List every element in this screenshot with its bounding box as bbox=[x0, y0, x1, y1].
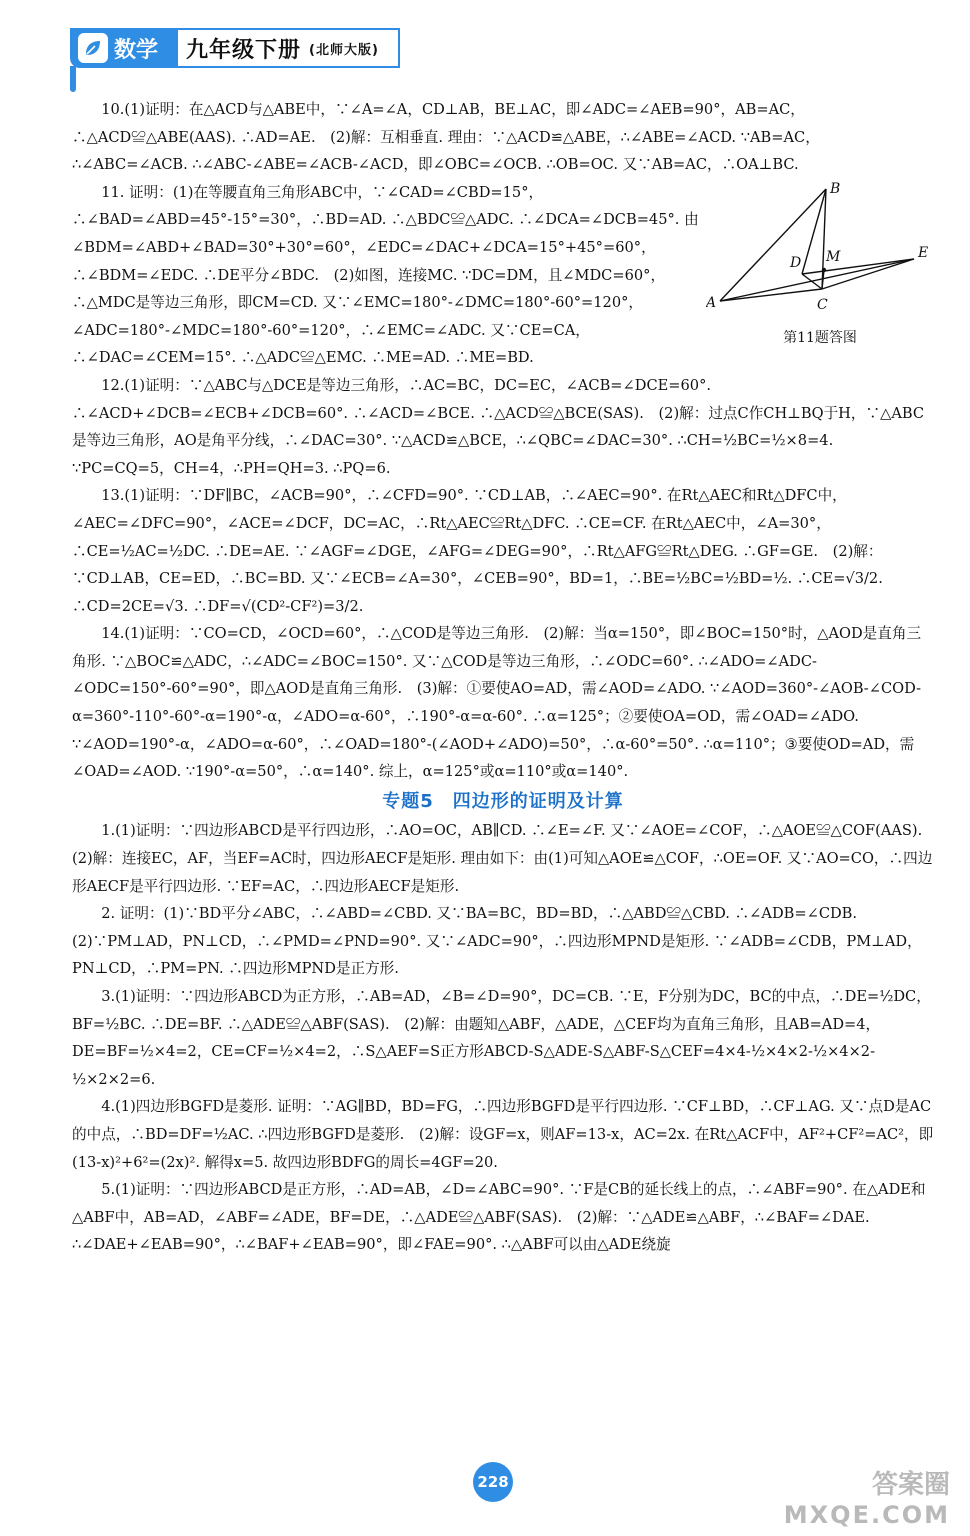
answer-paragraph: 1.(1)证明：∵四边形ABCD是平行四边形，∴AO=OC，AB∥CD. ∴∠E=∠F. 又∵∠AOE=∠COF，∴△AOE≌△COF(AAS). (2)解：连接EC，AF，当EF=AC时，四边形AECF是矩形. 理由如下：由(1)可知△AOE≌△COF，∴OE=OF. 又∵AO=CO，∴四边形AECF是平行四边形. ∵EF=AC，∴四边形AECF是矩形. bbox=[72, 822, 937, 895]
figure-11 bbox=[706, 179, 934, 372]
problem-11-block bbox=[72, 179, 934, 372]
answer-content bbox=[72, 96, 937, 1259]
segment-dc bbox=[802, 274, 822, 289]
answer-paragraph: 4.(1)四边形BGFD是菱形. 证明：∵AG∥BD，BD=FG，∴四边形BGFD是平行四边形. ∵CF⊥BD，∴CF⊥AG. 又∵点D是AC的中点，∴BD=DF=½AC. ∴四边形BGFD是菱形. (2)解：设GF=x，则AF=13-x，AC=2x. 在Rt△ACF中，AF²+CF²=AC²，即(13-x)²+6²=(2x)². 解得x=5. 故四边形BDFG的周长=4GF=20. bbox=[72, 1098, 934, 1171]
leaf-icon bbox=[78, 33, 108, 63]
answer-paragraph: 13.(1)证明：∵DF∥BC，∠ACB=90°，∴∠CFD=90°. ∵CD⊥AB，∴∠AEC=90°. 在Rt△AEC和Rt△DFC中，∠AEC=∠DFC=90°，∠ACE=∠DCF，DC=AC，∴Rt△AEC≌Rt△DFC. ∴CE=CF. 在Rt△AEC中，∠A=30°，∴CE=½AC=½DC. ∴DE=AE. ∵∠AGF=∠DGE，∠AFG=∠DEG=90°，∴Rt△AFG≌Rt△DEG. ∴GF=GE. (2)解：∵CD⊥AB，CE=ED，∴BC=BD. 又∵∠ECB=∠A=30°，∠CEB=90°，BD=1，∴BE=½BC=½BD=½. ∴CE=√3/2. ∴CD=2CE=√3. ∴DF=√(CD²-CF²)=3/2. bbox=[72, 487, 883, 615]
segment-ac bbox=[720, 289, 822, 301]
point-m bbox=[822, 268, 826, 272]
label-a: A bbox=[706, 294, 717, 311]
answer-paragraph: 14.(1)证明：∵CO=CD，∠OCD=60°，∴△COD是等边三角形. (2)解：当α=150°，即∠BOC=150°时，△AOD是直角三角形. ∵△BOC≌△ADC，∴∠ADC=∠BOC=150°. 又∵△COD是等边三角形，∴∠ODC=60°. ∴∠ADO=∠ADC-∠ODC=150°-60°=90°，即△AOD是直角三角形. (3)解：①要使AO=AD，需∠AOD=∠ADO. ∵∠AOD=360°-∠AOB-∠COD-α=360°-110°-60°-α=190°-α，∠ADO=α-60°，∴190°-α=α-60°. ∴α=125°；②要使OA=OD，需∠OAD=∠ADO. ∵∠AOD=190°-α，∠ADO=α-60°，∴∠OAD=180°-(∠AOD+∠ADO)=50°，∴α-60°=50°. ∴α=110°；③要使OD=AD，需∠OAD=∠AOD. ∵190°-α=50°，∴α=140°. 综上，α=125°或α=110°或α=140°. bbox=[72, 625, 922, 781]
label-e: E bbox=[918, 244, 929, 261]
answer-paragraph: 3.(1)证明：∵四边形ABCD为正方形，∴AB=AD，∠B=∠D=90°，DC=CB. ∵E，F分别为DC，BC的中点，∴DE=½DC，BF=½BC. ∴DE=BF. ∴△ADE≌△ABF(SAS). (2)解：由题知△ABF，△ADE，△CEF均为直角三角形，且AB=AD=4，DE=BF=½×4=2，CE=CF=½×4=2，∴S△AEF=S正方形ABCD-S△ADE-S△ABF-S△CEF=4×4-½×4×2-½×4×2-½×2×2=6. bbox=[72, 988, 931, 1088]
page-number: 228 bbox=[473, 1462, 513, 1502]
answer-paragraph: 5.(1)证明：∵四边形ABCD是正方形，∴AD=AB，∠D=∠ABC=90°. ∵F是CB的延长线上的点，∴∠ABF=90°. 在△ADE和△ABF中，AB=AD，∠ABF=∠ADE，BF=DE，∴△ADE≌△ABF(SAS). (2)解：∵△ADE≌△ABF，∴∠BAF=∠DAE. ∴∠DAE+∠EAB=90°，∴∠BAF+∠EAB=90°，即∠FAE=90°. ∴△ABF可以由△ADE绕旋 bbox=[72, 1181, 926, 1254]
edition-label: (北师大版) bbox=[309, 42, 379, 58]
label-m: M bbox=[826, 248, 841, 265]
answer-paragraph: 12.(1)证明：∵△ABC与△DCE是等边三角形，∴AC=BC，DC=EC，∠ACB=∠DCE=60°. ∴∠ACD+∠DCB=∠ECB+∠DCB=60°. ∴∠ACD=∠BCE. ∴△ACD≌△BCE(SAS). (2)解：过点C作CH⊥BQ于H，∵△ABC是等边三角形，AO是角平分线，∴∠DAC=30°. ∵△ACD≌△BCE，∴∠QBC=∠DAC=30°. ∴CH=½BC=½×8=4. ∵PC=CQ=5，CH=4，∴PH=QH=3. ∴PQ=6. bbox=[72, 376, 925, 477]
label-c: C bbox=[817, 296, 828, 313]
grade-label: 九年级下册 bbox=[186, 36, 302, 63]
label-d: D bbox=[790, 254, 802, 271]
answer-paragraph: 10.(1)证明：在△ACD与△ABE中，∵∠A=∠A，CD⊥AB，BE⊥AC，即∠ADC=∠AEB=90°，AB=AC，∴△ACD≌△ABE(AAS). ∴AD=AE. (2)解：互相垂直. 理由：∵△ACD≌△ABE，∴∠ABE=∠ACD. ∵AB=AC，∴∠ABC=∠ACB. ∴∠ABC-∠ABE=∠ACB-∠ACD，即∠OBC=∠OCB. ∴OB=OC. 又∵AB=AC，∴OA⊥BC. bbox=[72, 101, 820, 174]
watermark-line2: MXQE.COM bbox=[783, 1501, 950, 1529]
section-title: 专题5 四边形的证明及计算 bbox=[382, 790, 624, 812]
answer-paragraph: 2. 证明：(1)∵BD平分∠ABC，∴∠ABD=∠CBD. 又∵BA=BC，BD=BD，∴△ABD≌△CBD. ∴∠ADB=∠CDB. (2)∵PM⊥AD，PN⊥CD，∴∠PMD=∠PND=90°. 又∵∠ADC=90°，∴四边形MPND是矩形. ∵∠ADB=∠CDB，PM⊥AD，PN⊥CD，∴PM=PN. ∴四边形MPND是正方形. bbox=[72, 905, 922, 978]
label-b: B bbox=[830, 180, 841, 197]
figure-caption: 第11题答图 bbox=[783, 329, 857, 346]
watermark-logo bbox=[780, 1470, 950, 1530]
header-tab-tail bbox=[70, 66, 76, 92]
page-header bbox=[70, 28, 400, 68]
answer-paragraph: 11. 证明：(1)在等腰直角三角形ABC中，∵∠CAD=∠CBD=15°，∴∠BAD=∠ABD=45°-15°=30°，∴BD=AD. ∴△BDC≌△ADC. ∴∠DCA=∠DCB=45°. 由∠BDM=∠ABD+∠BAD=30°+30°=60°，∠EDC=∠DAC+∠DCA=15°+45°=60°，∴∠BDM=∠EDC. ∴DE平分∠BDC. (2)如图，连接MC. ∵DC=DM，且∠MDC=60°，∴△MDC是等边三角形，即CM=CD. 又∵∠EMC=180°-∠DMC=180°-60°=120°，∠ADC=180°-∠MDC=180°-60°=120°，∴∠EMC=∠ADC. 又∵CE=CA，∴∠DAC=∠CEM=15°. ∴△ADC≌△EMC. ∴ME=AD. ∴ME=BD. bbox=[72, 183, 699, 367]
segment-ae bbox=[720, 259, 914, 301]
grade-title bbox=[178, 28, 400, 68]
watermark-line1: 答案圈 bbox=[871, 1470, 950, 1500]
subject-badge bbox=[70, 28, 178, 68]
geometry-diagram bbox=[706, 179, 934, 329]
subject-label: 数学 bbox=[114, 37, 159, 63]
